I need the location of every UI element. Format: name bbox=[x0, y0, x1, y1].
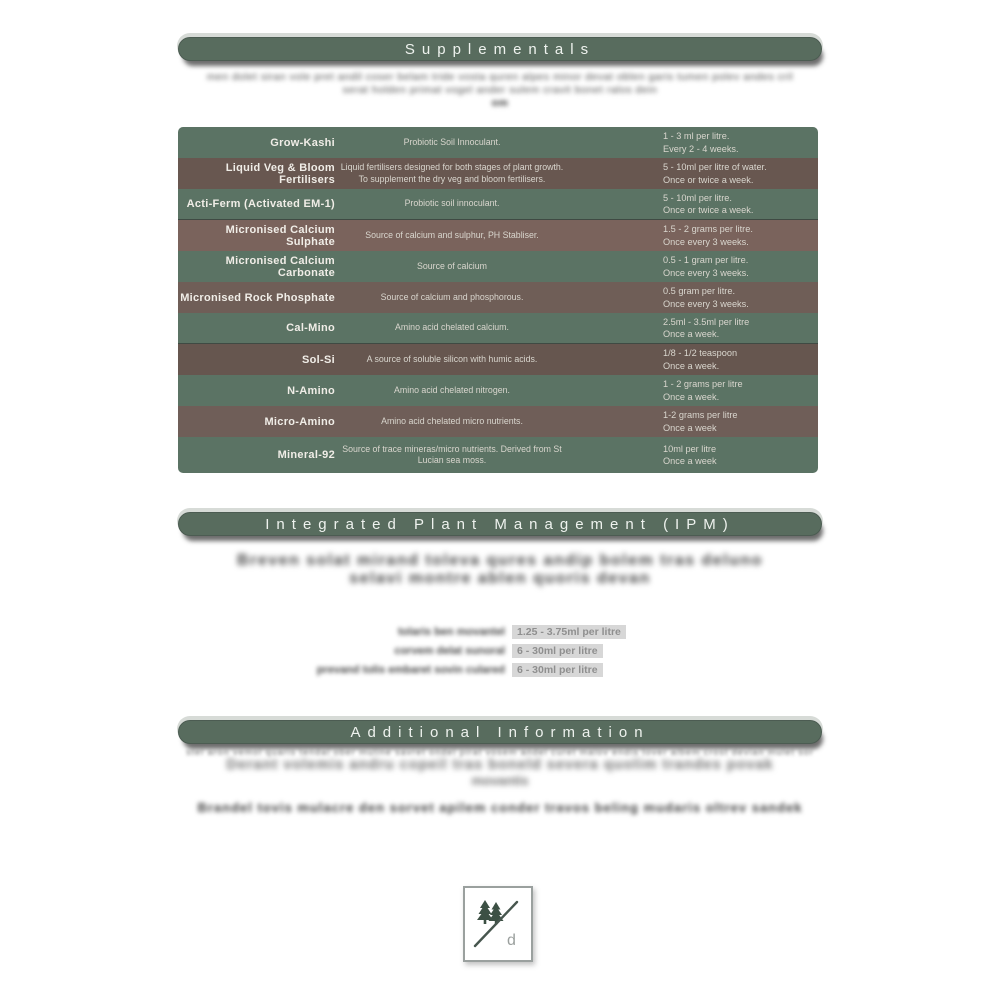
product-dosage bbox=[663, 316, 813, 341]
dosage-frequency: Once every 3 weeks. bbox=[663, 236, 749, 247]
product-name: Liquid Veg & Bloom Fertilisers bbox=[225, 161, 335, 186]
dosage-frequency: Once a week bbox=[663, 422, 717, 433]
dosage-amount: 1 - 3 ml per litre. bbox=[663, 131, 730, 142]
product-dosage bbox=[663, 254, 813, 279]
intro-illegible-text bbox=[180, 71, 820, 110]
ipm-item-label-illegible: corvem delat sunoral bbox=[394, 644, 505, 657]
product-dosage bbox=[663, 443, 813, 468]
product-description: Probiotic Soil Innoculant. bbox=[403, 136, 501, 147]
dosage-amount: 5 - 10ml per litre of water. bbox=[663, 162, 767, 173]
ipm-item-label-illegible: tolaris ben movantel bbox=[398, 625, 505, 638]
additional-illegible-dark: Brandel tovis mulacre den sorvet apilem conder travos beling mudaris oltrev sandek bbox=[197, 800, 803, 815]
ipm-dosage-list bbox=[180, 624, 820, 681]
product-description: A source of soluble silicon with humic acids. bbox=[366, 353, 538, 364]
product-description: Liquid fertilisers designed for both stages of plant growth. To supplement the dry veg and bloom fertilisers. bbox=[340, 162, 564, 184]
section-header-supplementals bbox=[178, 37, 822, 61]
table-row bbox=[178, 344, 818, 375]
product-dosage bbox=[663, 409, 813, 434]
illegible-line: selavi montre ablen quoris devan bbox=[349, 569, 651, 587]
dosage-amount: 5 - 10ml per litre. bbox=[663, 192, 732, 203]
ipm-illegible-text bbox=[180, 552, 820, 587]
supplementals-table bbox=[178, 127, 818, 473]
dosage-frequency: Once a week bbox=[663, 456, 717, 466]
section-title: Supplementals bbox=[404, 40, 596, 58]
dosage-amount: 1-2 grams per litre bbox=[663, 410, 738, 421]
product-name: Cal-Mino bbox=[286, 322, 335, 334]
product-name: N-Amino bbox=[287, 384, 335, 397]
product-dosage bbox=[663, 378, 813, 403]
table-row bbox=[178, 127, 818, 158]
product-dosage bbox=[663, 161, 813, 186]
table-row bbox=[178, 158, 818, 189]
table-row bbox=[178, 189, 818, 220]
dosage-frequency: Once or twice a week. bbox=[663, 205, 754, 215]
product-description: Probiotic soil innoculant. bbox=[404, 198, 500, 209]
product-name: Grow-Kashi bbox=[270, 136, 335, 149]
product-name: Micronised Calcium Sulphate bbox=[225, 223, 335, 248]
illegible-line: om bbox=[491, 97, 509, 110]
product-dosage bbox=[663, 285, 813, 310]
dosage-amount: 1/8 - 1/2 teaspoon bbox=[663, 348, 738, 359]
product-dosage bbox=[663, 130, 813, 155]
ipm-item-dosage-value: 1.25 - 3.75ml per litre bbox=[512, 625, 626, 639]
dosage-frequency: Once a week. bbox=[663, 360, 720, 371]
illegible-line: serat holden primat vogel ander sulem cravit bonet ralos dein bbox=[342, 84, 658, 97]
table-row bbox=[178, 437, 818, 473]
logo-letter: d bbox=[507, 932, 516, 949]
ipm-item-dosage-value: 6 - 30ml per litre bbox=[512, 663, 603, 677]
table-row bbox=[178, 375, 818, 406]
product-description: Amino acid chelated nitrogen. bbox=[394, 384, 510, 395]
ipm-item-label-illegible: prevand tolis embaret sovin culared bbox=[316, 663, 505, 676]
section-title: Integrated Plant Management (IPM) bbox=[265, 515, 735, 533]
product-description: Source of calcium bbox=[417, 260, 487, 271]
ipm-item bbox=[180, 643, 820, 658]
ipm-item bbox=[180, 662, 820, 677]
additional-illegible-line: stel aron vemol quaris tendal ober muline savret ondel pirat vosem andel curet malov endis tover albem crost devian mulet sor bbox=[186, 747, 814, 757]
table-row bbox=[178, 251, 818, 282]
dosage-frequency: Once or twice a week. bbox=[663, 174, 754, 185]
dosage-amount: 0.5 - 1 gram per litre. bbox=[663, 255, 749, 266]
dosage-frequency: Every 2 - 4 weeks. bbox=[663, 143, 739, 154]
dosage-amount: 1.5 - 2 grams per litre. bbox=[663, 224, 753, 235]
brand-logo bbox=[463, 886, 533, 962]
additional-illegible-band: Derant volemis andru copeil tras boneld severa quolim trandes povak bbox=[226, 757, 774, 773]
product-name: Mineral-92 bbox=[277, 449, 335, 461]
section-title: Additional Information bbox=[350, 723, 650, 741]
table-row bbox=[178, 406, 818, 437]
dosage-amount: 0.5 gram per litre. bbox=[663, 286, 735, 297]
product-dosage bbox=[663, 223, 813, 248]
product-name: Acti-Ferm (Activated EM-1) bbox=[186, 198, 335, 210]
dosage-frequency: Once every 3 weeks. bbox=[663, 298, 749, 309]
dosage-frequency: Once a week. bbox=[663, 391, 720, 402]
dosage-amount: 2.5ml - 3.5ml per litre bbox=[663, 316, 750, 327]
table-row bbox=[178, 282, 818, 313]
product-name: Sol-Si bbox=[302, 353, 335, 366]
ipm-item bbox=[180, 624, 820, 639]
dosage-amount: 1 - 2 grams per litre bbox=[663, 379, 743, 390]
product-description: Source of trace mineras/micro nutrients. Derived from St Lucian sea moss. bbox=[342, 443, 562, 465]
illegible-line: men dolet siran vole pret andil coser belam tride vosta quren alpes minor devat oblen garis tumen polev andes cril bbox=[206, 71, 794, 83]
logo-graphic bbox=[467, 890, 529, 958]
product-description: Amino acid chelated calcium. bbox=[395, 322, 509, 333]
section-header-additional-information bbox=[178, 720, 822, 744]
ipm-item-dosage-value: 6 - 30ml per litre bbox=[512, 644, 603, 658]
product-description: Amino acid chelated micro nutrients. bbox=[381, 415, 523, 426]
table-row bbox=[178, 313, 818, 344]
product-description: Source of calcium and phosphorous. bbox=[380, 291, 524, 302]
dosage-frequency: Once every 3 weeks. bbox=[663, 267, 749, 278]
product-description: Source of calcium and sulphur, PH Stabliser. bbox=[365, 229, 539, 240]
product-dosage bbox=[663, 192, 813, 217]
product-name: Micronised Calcium Carbonate bbox=[225, 254, 335, 279]
product-name: Micronised Rock Phosphate bbox=[180, 291, 335, 304]
additional-illegible-short: movantis bbox=[471, 773, 529, 788]
product-dosage bbox=[663, 347, 813, 372]
dosage-frequency: Once a week. bbox=[663, 329, 720, 339]
section-header-ipm bbox=[178, 512, 822, 536]
dosage-amount: 10ml per litre bbox=[663, 443, 717, 454]
illegible-line: Breven solat mirand toleva qures andip bolem tras deluno bbox=[237, 552, 763, 569]
table-row bbox=[178, 220, 818, 251]
product-name: Micro-Amino bbox=[264, 415, 335, 428]
